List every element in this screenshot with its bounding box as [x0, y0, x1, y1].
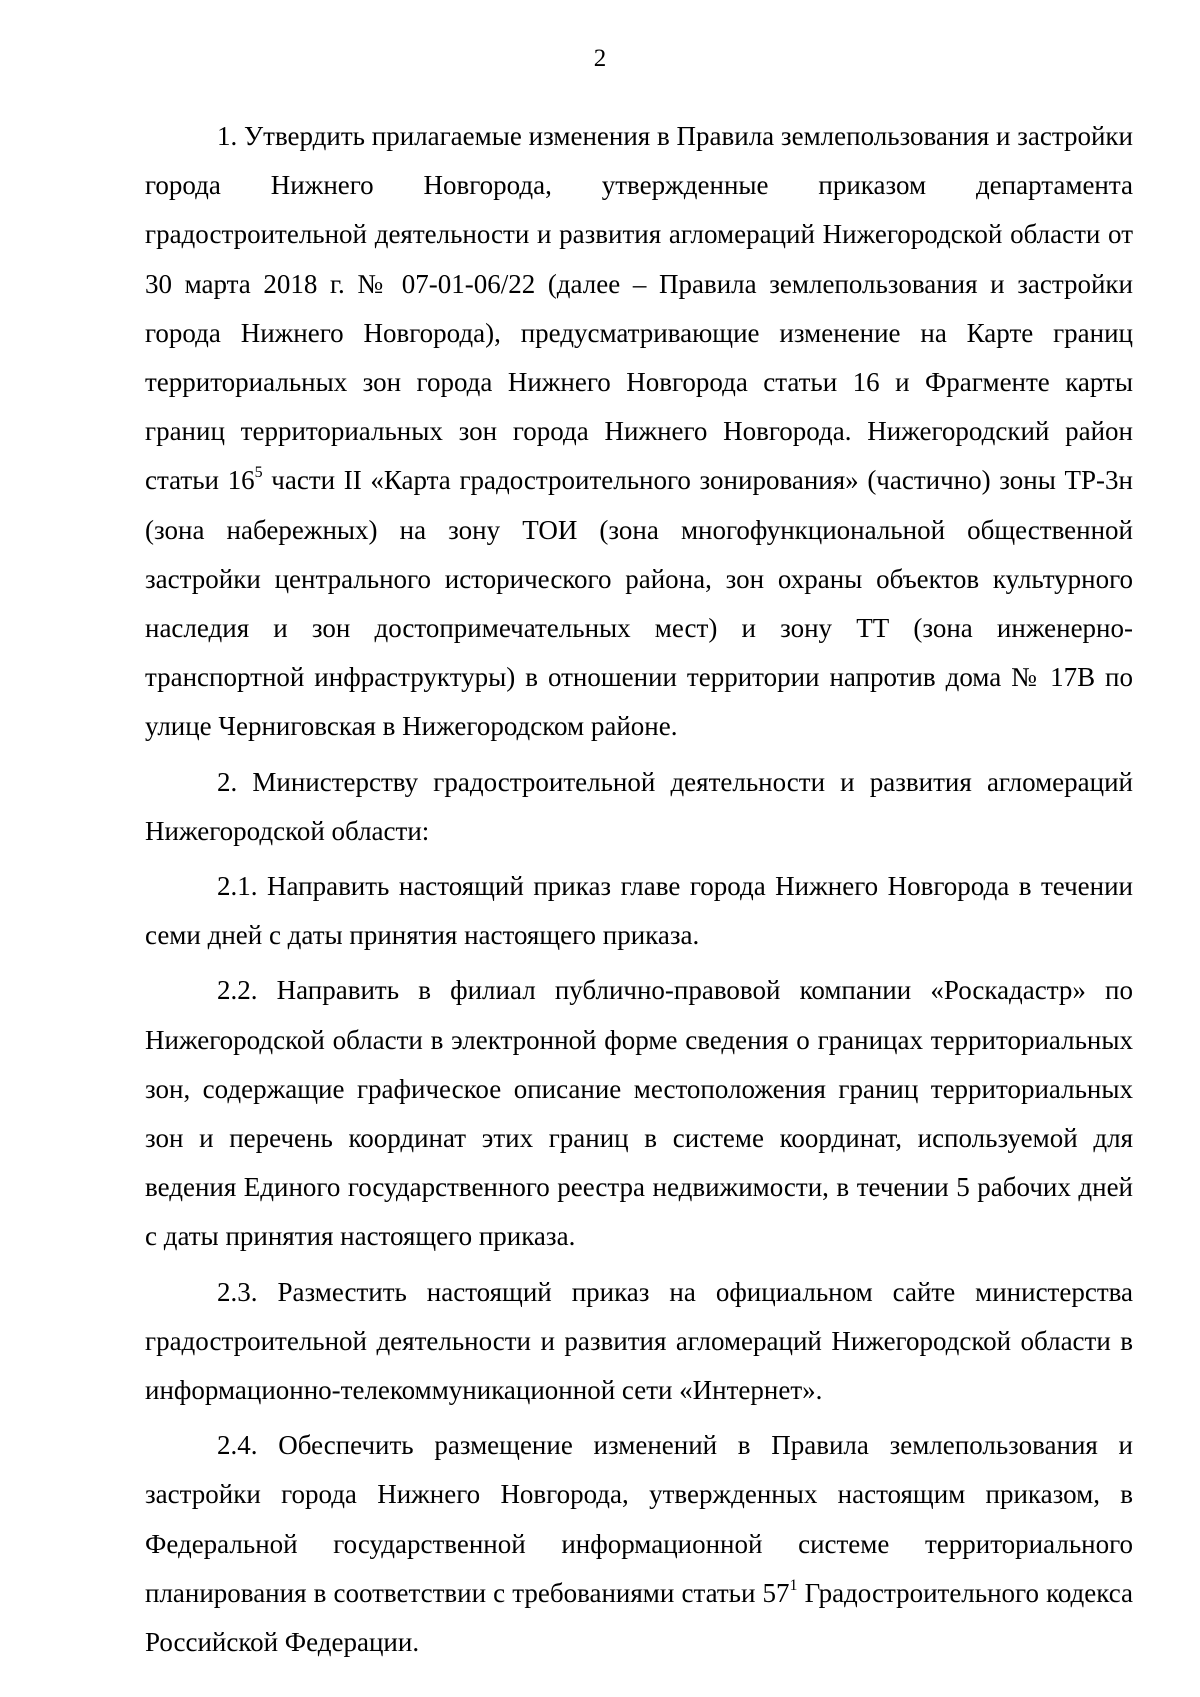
- paragraph-2-4-text-before: 2.4. Обеспечить размещение изменений в Правила землепользования и застройки города Нижнего Новгорода, утвержденных настоящим приказом, в Федеральной государственной информационной системе территориального планирования в соответствии с требованиями статьи 57: [145, 1430, 1133, 1608]
- paragraph-1-text-after: части II «Карта градостроительного зонирования» (частично) зоны ТР-3н (зона набережных) на зону ТОИ (зона многофункциональной общественной застройки центрального исторического района, зон охраны объектов культурного наследия и зон достопримечательных мест) и зону ТТ (зона инженерно-транспортной инфраструктуры) в отношении территории напротив дома № 17В по улице Черниговская в Нижегородском районе.: [145, 465, 1133, 742]
- paragraph-2-4-text-after: Градостроительного кодекса Российской Федерации.: [145, 1577, 1133, 1658]
- paragraph-1-text-before: 1. Утвердить прилагаемые изменения в Правила землепользования и застройки города Нижнего Новгорода, утвержденные приказом департамента градостроительной деятельности и развития агломераций Нижегородской области от 30 марта 2018 г. № 07-01-06/22 (далее – Правила землепользования и застройки города Нижнего Новгорода), предусматривающие изменение на Карте границ территориальных зон города Нижнего Новгорода статьи 16 и Фрагменте карты границ территориальных зон города Нижнего Новгорода. Нижегородский район статьи 16: [145, 121, 1133, 496]
- paragraph-2-4-superscript: 1: [789, 1576, 798, 1594]
- document-body: [145, 112, 1133, 1673]
- paragraph-2: 2. Министерству градостроительной деятельности и развития агломераций Нижегородской области:: [145, 766, 1133, 846]
- paragraph-2-3: 2.3. Разместить настоящий приказ на официальном сайте министерства градостроительной деятельности и развития агломераций Нижегородской области в информационно-телекоммуникационной сети «Интернет».: [145, 1276, 1133, 1406]
- paragraph-2-4: [145, 1421, 1133, 1667]
- paragraph-2-1: 2.1. Направить настоящий приказ главе города Нижнего Новгорода в течении семи дней с даты принятия настоящего приказа.: [145, 871, 1133, 951]
- paragraph-1: [145, 112, 1133, 752]
- page-number: 2: [593, 45, 607, 72]
- paragraph-1-superscript: 5: [254, 464, 263, 482]
- paragraph-2-2: 2.2. Направить в филиал публично-правовой компании «Роскадастр» по Нижегородской области в электронной форме сведения о границах территориальных зон, содержащие графическое описание местоположения границ территориальных зон и перечень координат этих границ в системе координат, используемой для ведения Единого государственного реестра недвижимости, в течении 5 рабочих дней с даты принятия настоящего приказа.: [145, 975, 1133, 1252]
